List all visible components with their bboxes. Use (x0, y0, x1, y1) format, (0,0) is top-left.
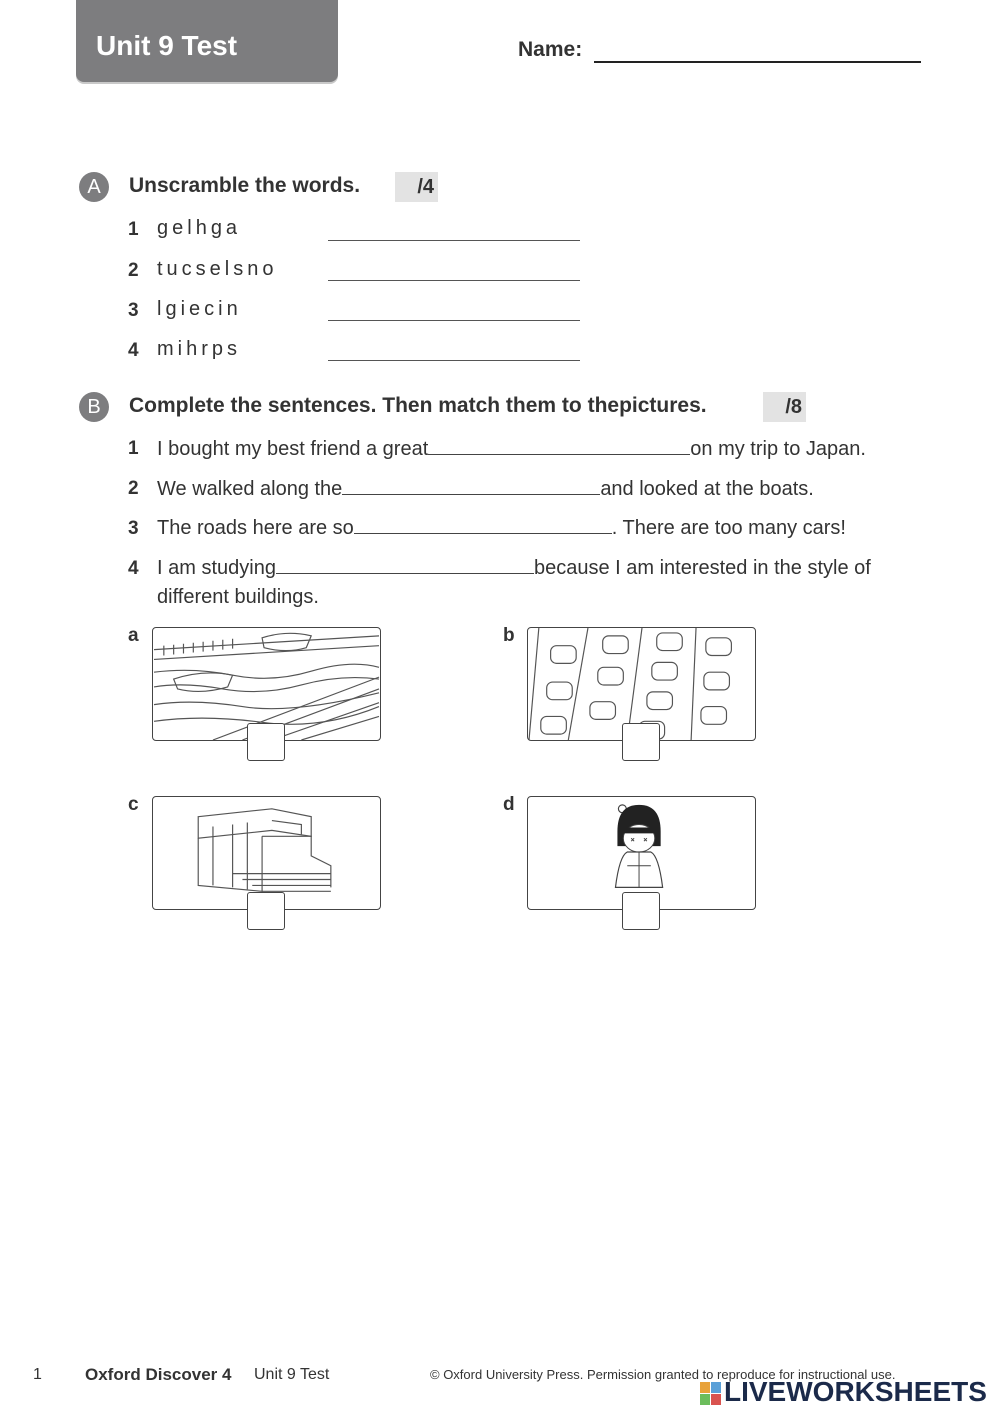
item-b4-continuation: different buildings. (157, 586, 319, 608)
picture-c-answer-box[interactable] (247, 892, 285, 930)
item-b2-after: and looked at the boats. (600, 478, 814, 500)
name-label: Name: (518, 38, 583, 61)
item-a1-answer-line[interactable] (328, 240, 580, 241)
item-a4-scrambled: mihrps (157, 338, 242, 360)
item-b2-blank[interactable] (342, 476, 600, 495)
item-a2-scrambled: tucselsno (157, 258, 278, 280)
footer-book-title: Oxford Discover 4 (85, 1365, 232, 1384)
item-b2-sentence (157, 476, 814, 501)
item-b4-before: I am studying (157, 557, 276, 579)
item-b4-number: 4 (128, 558, 139, 579)
section-a-badge: A (79, 172, 109, 202)
section-a-title: Unscramble the words. (129, 174, 361, 197)
picture-c-label: c (128, 794, 139, 815)
picture-a-label: a (128, 625, 139, 646)
section-a-score: /4 (395, 172, 438, 202)
item-a3-scrambled: lgiecin (157, 298, 242, 320)
item-b4-after: because I am interested in the style of (533, 557, 871, 579)
item-b3-before: The roads here are so (157, 517, 354, 539)
picture-a-answer-box[interactable] (247, 723, 285, 761)
item-b2-number: 2 (128, 478, 139, 499)
item-b3-number: 3 (128, 518, 139, 539)
item-a4-answer-line[interactable] (328, 360, 580, 361)
picture-b-label: b (503, 625, 515, 646)
footer-unit: Unit 9 Test (254, 1366, 330, 1383)
picture-b-answer-box[interactable] (622, 723, 660, 761)
section-b-score: /8 (763, 392, 806, 422)
picture-d-label: d (503, 794, 515, 815)
liveworksheets-logo-icon (700, 1382, 722, 1406)
item-b3-sentence (157, 515, 846, 540)
item-b4-blank[interactable] (276, 555, 534, 574)
item-b1-blank[interactable] (428, 436, 690, 455)
item-a3-number: 3 (128, 300, 139, 321)
item-b1-after: on my trip to Japan. (690, 438, 866, 460)
item-a1-number: 1 (128, 219, 139, 240)
item-a4-number: 4 (128, 340, 139, 361)
item-a2-answer-line[interactable] (328, 280, 580, 281)
item-b3-after: . There are too many cars! (611, 517, 846, 539)
page-number: 1 (33, 1366, 42, 1383)
item-a1-scrambled: gelhga (157, 217, 242, 239)
name-field[interactable] (594, 61, 921, 63)
item-a2-number: 2 (128, 260, 139, 281)
page-title: Unit 9 Test (96, 30, 238, 61)
item-b1-before: I bought my best friend a great (157, 438, 429, 460)
section-b-badge: B (79, 392, 109, 422)
item-a3-answer-line[interactable] (328, 320, 580, 321)
item-b1-number: 1 (128, 438, 139, 459)
footer-copyright: © Oxford University Press. Permission granted to reproduce for instructional use. (430, 1367, 896, 1382)
item-b1-sentence (157, 436, 866, 461)
item-b3-blank[interactable] (354, 515, 612, 534)
liveworksheets-brand: LIVEWORKSHEETS (724, 1376, 987, 1407)
item-b2-before: We walked along the (157, 478, 343, 500)
section-b-title: Complete the sentences. Then match them to thepictures. (129, 394, 707, 417)
item-b4-sentence (157, 555, 871, 580)
picture-d-answer-box[interactable] (622, 892, 660, 930)
